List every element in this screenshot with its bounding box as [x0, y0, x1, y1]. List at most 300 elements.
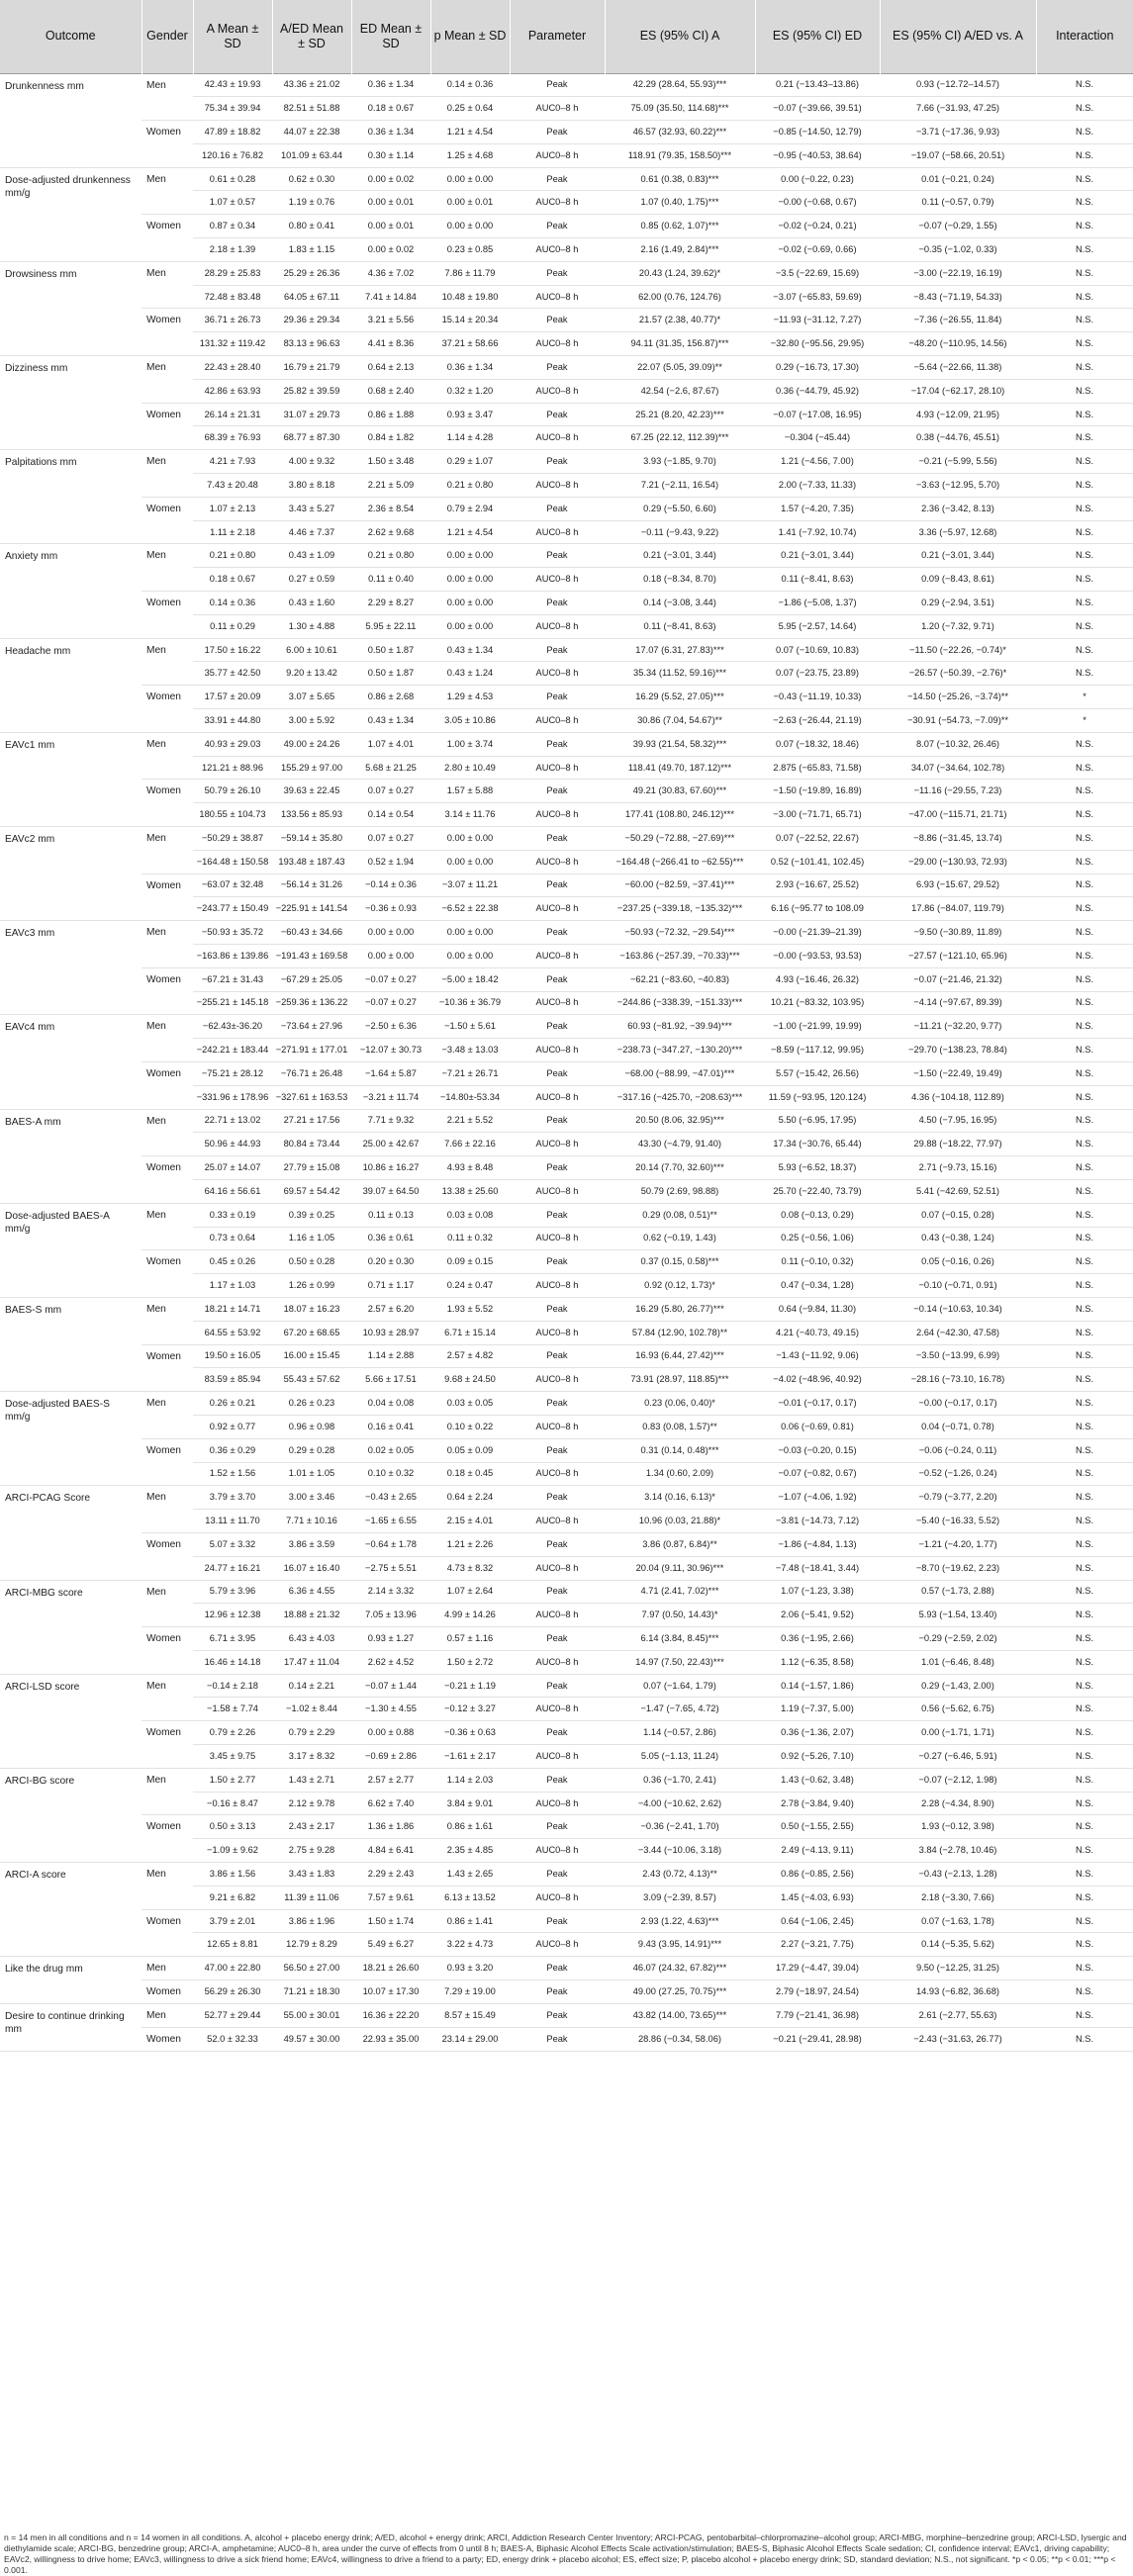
cell-es-aed: −3.00 (−22.19, 16.19) [913, 267, 1002, 278]
cell-es-aed: −29.70 (−138.23, 78.84) [908, 1045, 1007, 1056]
cell-ed: 5.68 ± 21.25 [365, 762, 417, 773]
cell-aed: 18.88 ± 21.32 [283, 1610, 340, 1620]
cell-outcome: Dose-adjusted BAES-A mm/g [5, 1210, 110, 1235]
cell-es-aed: −5.40 (−16.33, 5.52) [915, 1516, 1000, 1525]
table-row [0, 1344, 1133, 1368]
cell-es-aed: −11.21 (−32.20, 9.77) [913, 1021, 1002, 1032]
cell-es-a: 30.86 (7.04, 54.67)** [637, 714, 722, 725]
cell-aed: 27.21 ± 17.56 [283, 1115, 340, 1126]
cell-es-ed: −0.95 (−40.53, 38.64) [773, 149, 862, 160]
cell-es-ed: 0.50 (−1.55, 2.55) [781, 1821, 854, 1832]
cell-parameter: AUC0–8 h [535, 574, 579, 585]
cell-es-ed: 2.00 (−7.33, 11.33) [778, 479, 857, 490]
cell-es-aed: −0.10 (−0.71, 0.91) [918, 1280, 997, 1291]
cell-a: 6.71 ± 3.95 [209, 1632, 256, 1643]
cell-gender: Men [146, 1774, 166, 1786]
cell-interaction: N.S. [1075, 243, 1094, 254]
cell-es-aed: −7.36 (−26.55, 11.84) [913, 315, 1002, 325]
cell-aed: 16.07 ± 16.40 [283, 1562, 340, 1573]
cell-gender: Women [146, 1256, 181, 1268]
cell-interaction: N.S. [1075, 762, 1094, 773]
table-row [0, 1392, 1133, 1416]
cell-aed: 12.79 ± 8.29 [286, 1939, 337, 1950]
cell-aed: 0.79 ± 2.29 [288, 1727, 335, 1738]
cell-aed: −56.14 ± 31.26 [280, 879, 343, 890]
cell-es-a: 0.61 (0.38, 0.83)*** [640, 173, 719, 184]
cell-es-aed: 5.93 (−1.54, 13.40) [918, 1610, 997, 1620]
cell-gender: Women [146, 1067, 181, 1079]
cell-es-ed: 0.07 (−22.52, 22.67) [776, 832, 859, 843]
cell-es-ed: 2.27 (−3.21, 7.75) [781, 1939, 854, 1950]
cell-ed: 4.36 ± 7.02 [367, 267, 415, 278]
cell-es-a: 20.04 (9.11, 30.96)*** [635, 1562, 724, 1573]
cell-es-aed: 0.29 (−2.94, 3.51) [921, 597, 994, 607]
cell-aed: −225.91 ± 141.54 [275, 903, 348, 914]
cell-es-ed: −1.86 (−4.84, 1.13) [778, 1538, 857, 1549]
cell-a: −164.48 ± 150.58 [196, 856, 269, 867]
cell-ed: 18.21 ± 26.60 [362, 1963, 420, 1974]
table-row [0, 544, 1133, 568]
cell-aed: 9.20 ± 13.42 [286, 668, 337, 679]
cell-es-aed: −0.07 (−0.29, 1.55) [918, 221, 997, 231]
cell-parameter: Peak [546, 79, 568, 90]
cell-es-aed: −48.20 (−110.95, 14.56) [908, 338, 1007, 349]
table-row [0, 827, 1133, 851]
cell-gender: Women [146, 785, 181, 797]
cell-interaction: N.S. [1075, 1045, 1094, 1056]
cell-ed: 7.41 ± 14.84 [365, 291, 417, 302]
cell-ed: −1.65 ± 6.55 [365, 1516, 417, 1525]
cell-es-ed: −7.48 (−18.41, 3.44) [775, 1562, 860, 1573]
cell-es-a: 17.07 (6.31, 27.83)*** [635, 644, 724, 655]
cell-parameter: AUC0–8 h [535, 1610, 579, 1620]
cell-es-ed: 0.25 (−0.56, 1.06) [781, 1233, 854, 1243]
cell-ed: 7.05 ± 13.96 [365, 1610, 417, 1620]
cell-es-aed: −5.64 (−22.66, 11.38) [913, 361, 1002, 372]
cell-ed: 7.71 ± 9.32 [367, 1115, 415, 1126]
cell-es-ed: 11.59 (−93.95, 120.124) [768, 1091, 867, 1102]
cell-outcome: Drowsiness mm [5, 268, 77, 280]
cell-a: 0.79 ± 2.26 [209, 1727, 256, 1738]
cell-es-aed: 0.57 (−1.73, 2.88) [921, 1586, 994, 1597]
cell-p: −0.21 ± 1.19 [444, 1680, 496, 1691]
cell-es-ed: 0.07 (−18.32, 18.46) [776, 738, 859, 749]
cell-interaction: N.S. [1075, 1868, 1094, 1879]
cell-aed: −191.43 ± 169.58 [275, 950, 348, 961]
cell-es-ed: 2.49 (−4.13, 9.11) [781, 1845, 854, 1856]
cell-es-a: 3.86 (0.87, 6.84)** [642, 1538, 717, 1549]
table-row [0, 638, 1133, 662]
cell-a: −1.09 ± 9.62 [207, 1845, 258, 1856]
table-row [0, 1250, 1133, 1274]
cell-a: 47.89 ± 18.82 [204, 126, 261, 137]
cell-es-a: 5.05 (−1.13, 11.24) [640, 1750, 719, 1761]
cell-parameter: Peak [546, 173, 568, 184]
cell-parameter: Peak [546, 1963, 568, 1974]
cell-parameter: Peak [546, 1350, 568, 1361]
table-row [0, 1156, 1133, 1180]
cell-aed: 25.82 ± 39.59 [283, 385, 340, 396]
cell-ed: 0.11 ± 0.13 [368, 1209, 414, 1220]
cell-a: 19.50 ± 16.05 [204, 1350, 261, 1361]
cell-ed: −2.75 ± 5.51 [365, 1562, 417, 1573]
cell-outcome: Headache mm [5, 645, 71, 657]
cell-es-ed: −1.00 (−21.99, 19.99) [773, 1021, 862, 1032]
cell-ed: 0.07 ± 0.27 [367, 785, 415, 796]
cell-ed: 0.36 ± 0.61 [367, 1233, 415, 1243]
cell-es-a: 0.18 (−8.34, 8.70) [643, 574, 716, 585]
cell-a: −50.93 ± 35.72 [201, 927, 264, 938]
cell-p: 0.79 ± 2.94 [446, 503, 494, 513]
cell-es-ed: −3.5 (−22.69, 15.69) [775, 267, 860, 278]
cell-es-ed: −0.01 (−0.17, 0.17) [778, 1398, 857, 1409]
cell-es-ed: −1.43 (−11.92, 9.06) [776, 1350, 859, 1361]
cell-gender: Women [146, 409, 181, 420]
cell-parameter: Peak [546, 1632, 568, 1643]
cell-es-aed: −0.43 (−2.13, 1.28) [918, 1868, 997, 1879]
cell-es-aed: 29.88 (−18.22, 77.97) [913, 1139, 1002, 1150]
cell-parameter: Peak [546, 1162, 568, 1173]
cell-parameter: AUC0–8 h [535, 1797, 579, 1808]
cell-es-ed: −0.07 (−0.82, 0.67) [778, 1468, 857, 1479]
cell-aed: 25.29 ± 26.36 [283, 267, 340, 278]
cell-aed: 6.00 ± 10.61 [286, 644, 337, 655]
cell-a: 83.59 ± 85.94 [204, 1374, 261, 1385]
cell-aed: −73.64 ± 27.96 [280, 1021, 343, 1032]
cell-p: 1.14 ± 4.28 [446, 432, 494, 443]
cell-gender: Men [146, 738, 166, 750]
cell-p: 1.00 ± 3.74 [446, 738, 494, 749]
cell-a: 0.36 ± 0.29 [209, 1444, 256, 1455]
cell-es-ed: 4.93 (−16.46, 26.32) [776, 973, 859, 984]
cell-a: −255.21 ± 145.18 [196, 997, 269, 1008]
cell-gender: Women [146, 1727, 181, 1739]
table-row [0, 686, 1133, 709]
cell-aed: 1.19 ± 0.76 [288, 197, 335, 208]
cell-ed: 0.00 ± 0.02 [367, 243, 415, 254]
cell-a: −1.58 ± 7.74 [207, 1703, 258, 1714]
cell-a: 56.29 ± 26.30 [204, 1986, 261, 1997]
cell-es-ed: −0.00 (−93.53, 93.53) [773, 950, 862, 961]
cell-interaction: N.S. [1075, 361, 1094, 372]
cell-es-a: 1.14 (−0.57, 2.86) [643, 1727, 716, 1738]
cell-aed: 29.36 ± 29.34 [283, 315, 340, 325]
cell-es-ed: −1.07 (−4.06, 1.92) [778, 1492, 857, 1503]
cell-p: −1.50 ± 5.61 [444, 1021, 496, 1032]
cell-es-ed: 0.07 (−10.69, 10.83) [776, 644, 859, 655]
cell-a: −67.21 ± 31.43 [201, 973, 264, 984]
cell-es-aed: 0.01 (−0.21, 0.24) [921, 173, 994, 184]
cell-p: −1.61 ± 2.17 [444, 1750, 496, 1761]
cell-ed: −0.07 ± 1.44 [365, 1680, 417, 1691]
cell-interaction: N.S. [1075, 1891, 1094, 1902]
cell-es-ed: −1.86 (−5.08, 1.37) [778, 597, 857, 607]
cell-es-a: 20.50 (8.06, 32.95)*** [635, 1115, 724, 1126]
cell-es-aed: 0.09 (−8.43, 8.61) [921, 574, 994, 585]
cell-p: −14.80±-53.34 [439, 1091, 501, 1102]
cell-es-a: −317.16 (−425.70, −208.63)*** [616, 1091, 743, 1102]
cell-interaction: N.S. [1075, 1750, 1094, 1761]
cell-es-aed: −30.91 (−54.73, −7.09)** [906, 714, 1009, 725]
cell-aed: 1.30 ± 4.88 [288, 620, 335, 631]
cell-parameter: AUC0–8 h [535, 1374, 579, 1385]
cell-p: 0.00 ± 0.00 [446, 550, 494, 561]
cell-es-a: 10.96 (0.03, 21.88)* [638, 1516, 721, 1525]
cell-a: 5.79 ± 3.96 [209, 1586, 256, 1597]
cell-aed: 68.77 ± 87.30 [283, 432, 340, 443]
cell-outcome: EAVc4 mm [5, 1022, 55, 1034]
cell-aed: 55.00 ± 30.01 [283, 2010, 340, 2021]
cell-es-ed: −0.02 (−0.69, 0.66) [778, 243, 857, 254]
cell-interaction: N.S. [1075, 149, 1094, 160]
cell-es-a: 4.71 (2.41, 7.02)*** [640, 1586, 719, 1597]
cell-es-ed: −0.00 (−0.68, 0.67) [778, 197, 857, 208]
cell-interaction: N.S. [1075, 1516, 1094, 1525]
cell-aed: 0.39 ± 0.25 [288, 1209, 335, 1220]
cell-outcome: Dose-adjusted drunkenness mm/g [5, 174, 131, 199]
cell-parameter: AUC0–8 h [535, 197, 579, 208]
cell-outcome: Anxiety mm [5, 551, 58, 563]
cell-a: 1.07 ± 0.57 [209, 197, 256, 208]
cell-ed: 2.29 ± 8.27 [367, 597, 415, 607]
cell-es-ed: 0.52 (−101.41, 102.45) [770, 856, 865, 867]
cell-es-a: 25.21 (8.20, 42.23)*** [635, 409, 724, 419]
cell-p: 0.00 ± 0.00 [446, 597, 494, 607]
cell-parameter: AUC0–8 h [535, 1045, 579, 1056]
cell-aed: 4.46 ± 7.37 [288, 526, 335, 537]
cell-a: 120.16 ± 76.82 [202, 149, 263, 160]
cell-parameter: AUC0–8 h [535, 620, 579, 631]
cell-interaction: N.S. [1075, 1350, 1094, 1361]
cell-p: 4.73 ± 8.32 [446, 1562, 494, 1573]
cell-ed: −0.43 ± 2.65 [365, 1492, 417, 1503]
cell-aed: 80.84 ± 73.44 [283, 1139, 340, 1150]
cell-interaction: N.S. [1075, 1656, 1094, 1667]
cell-gender: Women [146, 1444, 181, 1456]
cell-a: 0.18 ± 0.67 [209, 574, 256, 585]
cell-ed: 0.00 ± 0.88 [367, 1727, 415, 1738]
cell-a: 16.46 ± 14.18 [204, 1656, 261, 1667]
cell-es-aed: 0.43 (−0.38, 1.24) [921, 1233, 994, 1243]
cell-es-aed: −8.70 (−19.62, 2.23) [915, 1562, 1000, 1573]
cell-parameter: Peak [546, 267, 568, 278]
cell-aed: 1.83 ± 1.15 [288, 243, 335, 254]
cell-aed: 39.63 ± 22.45 [283, 785, 340, 796]
cell-es-aed: 4.93 (−12.09, 21.95) [916, 409, 999, 419]
cell-ed: 2.21 ± 5.09 [367, 479, 415, 490]
cell-p: 0.00 ± 0.00 [446, 173, 494, 184]
cell-es-ed: 2.06 (−5.41, 9.52) [781, 1610, 854, 1620]
cell-p: 7.29 ± 19.00 [444, 1986, 496, 1997]
table-row [0, 874, 1133, 897]
cell-a: 50.96 ± 44.93 [204, 1139, 261, 1150]
cell-interaction: N.S. [1075, 785, 1094, 796]
cell-es-a: 1.07 (0.40, 1.75)*** [640, 197, 719, 208]
cell-parameter: AUC0–8 h [535, 762, 579, 773]
cell-es-a: 0.21 (−3.01, 3.44) [643, 550, 716, 561]
cell-interaction: N.S. [1075, 1468, 1094, 1479]
cell-p: 3.84 ± 9.01 [446, 1797, 494, 1808]
cell-a: 0.21 ± 0.80 [209, 550, 256, 561]
cell-a: 12.65 ± 8.81 [207, 1939, 258, 1950]
cell-es-ed: −0.85 (−14.50, 12.79) [773, 126, 862, 137]
table-row [0, 732, 1133, 756]
cell-es-ed: −3.81 (−14.73, 7.12) [775, 1516, 860, 1525]
cell-aed: 64.05 ± 67.11 [283, 291, 340, 302]
cell-ed: 2.62 ± 9.68 [367, 526, 415, 537]
cell-a: −242.21 ± 183.44 [196, 1045, 269, 1056]
cell-outcome: EAVc1 mm [5, 739, 55, 751]
cell-p: 0.86 ± 1.61 [446, 1821, 494, 1832]
cell-es-a: 94.11 (31.35, 156.87)*** [630, 338, 729, 349]
cell-interaction: N.S. [1075, 903, 1094, 914]
cell-p: 1.21 ± 4.54 [446, 126, 494, 137]
cell-es-aed: −27.57 (−121.10, 65.96) [908, 950, 1007, 961]
cell-es-ed: 0.36 (−44.79, 45.92) [776, 385, 859, 396]
cell-aed: 27.79 ± 15.08 [283, 1162, 340, 1173]
cell-es-a: 7.97 (0.50, 14.43)* [641, 1610, 718, 1620]
cell-es-ed: −0.21 (−29.41, 28.98) [773, 2034, 862, 2045]
cell-es-aed: 0.05 (−0.16, 0.26) [921, 1256, 994, 1267]
cell-es-ed: −0.02 (−0.24, 0.21) [778, 221, 857, 231]
cell-p: 0.18 ± 0.45 [446, 1468, 494, 1479]
cell-ed: 2.36 ± 8.54 [367, 503, 415, 513]
cell-es-a: −0.11 (−9.43, 9.22) [640, 526, 719, 537]
cell-parameter: AUC0–8 h [535, 903, 579, 914]
cell-p: 3.22 ± 4.73 [446, 1939, 494, 1950]
cell-es-ed: −0.00 (−21.39–21.39) [773, 927, 862, 938]
cell-es-a: 0.29 (−5.50, 6.60) [643, 503, 716, 513]
cell-ed: 0.68 ± 2.40 [367, 385, 415, 396]
cell-aed: 0.62 ± 0.30 [288, 173, 335, 184]
cell-interaction: N.S. [1075, 950, 1094, 961]
cell-interaction: N.S. [1075, 1115, 1094, 1126]
cell-es-a: −1.47 (−7.65, 4.72) [640, 1703, 719, 1714]
cell-p: 7.86 ± 11.79 [444, 267, 496, 278]
cell-es-a: 49.21 (30.83, 67.60)*** [632, 785, 727, 796]
cell-aed: 18.07 ± 16.23 [283, 1303, 340, 1314]
cell-ed: 1.36 ± 1.86 [367, 1821, 415, 1832]
cell-a: 13.11 ± 11.70 [205, 1516, 260, 1525]
cell-gender: Men [146, 267, 166, 279]
cell-parameter: Peak [546, 409, 568, 419]
cell-parameter: Peak [546, 691, 568, 702]
cell-gender: Men [146, 1963, 166, 1975]
cell-outcome: Palpitations mm [5, 457, 77, 469]
cell-es-ed: 0.36 (−1.36, 2.07) [781, 1727, 854, 1738]
cell-interaction: N.S. [1075, 856, 1094, 867]
cell-parameter: Peak [546, 1538, 568, 1549]
cell-p: 1.21 ± 4.54 [446, 526, 494, 537]
cell-es-a: 0.36 (−1.70, 2.41) [643, 1774, 716, 1785]
cell-interaction: N.S. [1075, 1091, 1094, 1102]
cell-es-aed: −3.63 (−12.95, 5.70) [915, 479, 1000, 490]
cell-es-aed: 5.41 (−42.69, 52.51) [916, 1185, 999, 1196]
cell-es-ed: 0.92 (−5.26, 7.10) [781, 1750, 854, 1761]
cell-gender: Men [146, 1869, 166, 1881]
table-row [0, 215, 1133, 238]
cell-outcome: BAES-A mm [5, 1116, 61, 1128]
cell-interaction: N.S. [1075, 1610, 1094, 1620]
cell-outcome: Dose-adjusted BAES-S mm/g [5, 1399, 110, 1424]
cell-ed: 5.95 ± 22.11 [365, 620, 417, 631]
cell-interaction: N.S. [1075, 1845, 1094, 1856]
cell-ed: 6.62 ± 7.40 [367, 1797, 415, 1808]
cell-parameter: AUC0–8 h [535, 809, 579, 820]
cell-a: 0.61 ± 0.28 [209, 173, 256, 184]
cell-outcome: Desire to continue drinking mm [5, 2011, 125, 2036]
cell-p: 2.15 ± 4.01 [446, 1516, 494, 1525]
cell-es-aed: −4.14 (−97.67, 89.39) [913, 997, 1002, 1008]
cell-aed: 2.43 ± 2.17 [288, 1821, 335, 1832]
cell-es-aed: −0.29 (−2.59, 2.02) [918, 1632, 997, 1643]
cell-interaction: N.S. [1075, 1067, 1094, 1078]
cell-ed: 10.93 ± 28.97 [362, 1327, 420, 1337]
cell-ed: 22.93 ± 35.00 [362, 2034, 420, 2045]
cell-es-ed: 0.21 (−13.43–13.86) [776, 79, 859, 90]
cell-interaction: N.S. [1075, 1562, 1094, 1573]
cell-a: 0.92 ± 0.77 [209, 1421, 256, 1431]
cell-ed: 0.02 ± 0.05 [367, 1444, 415, 1455]
cell-gender: Men [146, 79, 166, 91]
cell-es-aed: −11.50 (−22.26, −0.74)* [909, 644, 1006, 655]
cell-es-aed: −3.50 (−13.99, 6.99) [915, 1350, 1000, 1361]
cell-es-aed: −47.00 (−115.71, 21.71) [908, 809, 1007, 820]
cell-p: 37.21 ± 58.66 [441, 338, 499, 349]
cell-ed: 0.20 ± 0.30 [367, 1256, 415, 1267]
cell-interaction: N.S. [1075, 1398, 1094, 1409]
cell-aed: 101.09 ± 63.44 [281, 149, 342, 160]
cell-ed: 5.66 ± 17.51 [365, 1374, 417, 1385]
cell-a: 4.21 ± 7.93 [209, 456, 256, 467]
cell-es-a: −4.00 (−10.62, 2.62) [637, 1797, 722, 1808]
cell-es-ed: 6.16 (−95.77 to 108.09 [771, 903, 864, 914]
cell-a: 47.00 ± 22.80 [204, 1963, 261, 1974]
cell-parameter: AUC0–8 h [535, 1939, 579, 1950]
cell-es-ed: 0.08 (−0.13, 0.29) [781, 1209, 854, 1220]
cell-aed: 0.43 ± 1.09 [288, 550, 335, 561]
cell-es-a: 42.29 (28.64, 55.93)*** [632, 79, 727, 90]
cell-es-a: 43.30 (−4.79, 91.40) [638, 1139, 721, 1150]
cell-gender: Women [146, 1633, 181, 1645]
table-row [0, 1203, 1133, 1227]
table-row [0, 921, 1133, 945]
cell-parameter: Peak [546, 1444, 568, 1455]
cell-outcome: BAES-S mm [5, 1304, 62, 1316]
cell-parameter: AUC0–8 h [535, 291, 579, 302]
cell-p: 0.29 ± 1.07 [446, 456, 494, 467]
table-header-row [0, 0, 1133, 73]
header-es-ed: ES (95% CI) ED [755, 0, 880, 73]
cell-a: 72.48 ± 83.48 [204, 291, 261, 302]
cell-interaction: N.S. [1075, 973, 1094, 984]
cell-interaction: N.S. [1075, 1185, 1094, 1196]
cell-es-ed: 10.21 (−83.32, 103.95) [770, 997, 865, 1008]
cell-ed: 10.07 ± 17.30 [362, 1986, 420, 1997]
cell-aed: 56.50 ± 27.00 [283, 1963, 340, 1974]
cell-aed: −271.91 ± 177.01 [275, 1045, 348, 1056]
cell-es-aed: −14.50 (−25.26, −3.74)** [906, 691, 1009, 702]
cell-es-a: −163.86 (−257.39, −70.33)*** [619, 950, 740, 961]
cell-es-ed: 2.78 (−3.84, 9.40) [781, 1797, 854, 1808]
cell-gender: Men [146, 1398, 166, 1410]
cell-a: −50.29 ± 38.87 [201, 832, 264, 843]
cell-es-ed: −3.07 (−65.83, 59.69) [773, 291, 862, 302]
cell-es-aed: 2.18 (−3.30, 7.66) [921, 1891, 994, 1902]
cell-es-aed: 6.93 (−15.67, 29.52) [916, 879, 999, 890]
cell-es-ed: 1.43 (−0.62, 3.48) [781, 1774, 854, 1785]
cell-ed: 0.00 ± 0.00 [367, 950, 415, 961]
